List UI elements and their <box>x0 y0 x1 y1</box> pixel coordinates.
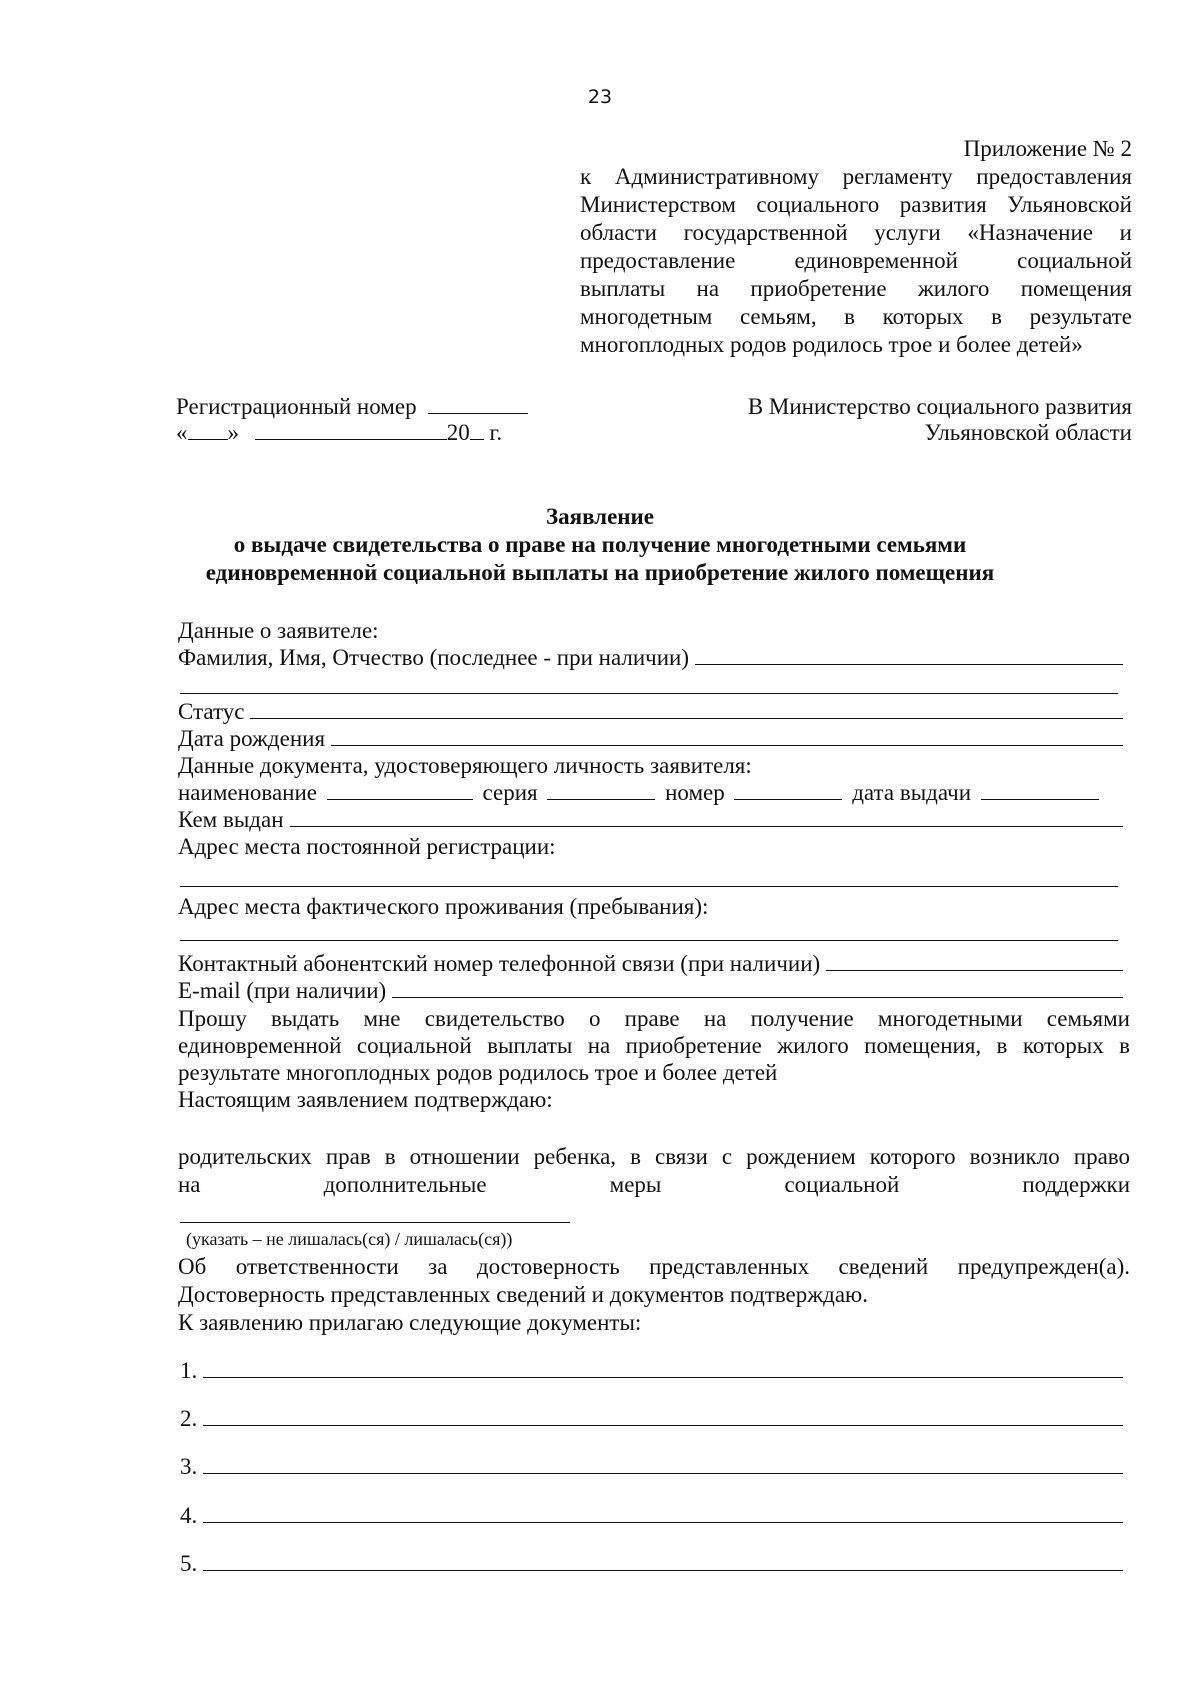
rights-line: на дополнительные меры социальной поддержки <box>178 1172 1130 1197</box>
addressee-line: Ульяновской области <box>924 420 1132 445</box>
doc-name-label: наименование <box>178 780 317 805</box>
appendix-line: предоставление единовременной социальной <box>580 248 1132 273</box>
date-year-field[interactable] <box>470 438 484 440</box>
doc-number-field[interactable] <box>734 798 842 800</box>
issued-by-row <box>178 806 1123 833</box>
doc-name-field[interactable] <box>327 798 473 800</box>
request-line: Прошу выдать мне свидетельство о праве на получение многодетными семьями <box>178 1006 1130 1031</box>
birth-field[interactable] <box>331 744 1123 746</box>
registration-number-label: Регистрационный номер <box>176 394 417 419</box>
document-item-field[interactable] <box>203 1569 1123 1571</box>
document-item-field[interactable] <box>203 1472 1123 1474</box>
rights-hint: (указать – не лишалась(ся) / лишалась(ся)) <box>186 1229 513 1249</box>
date-close-quote: » <box>227 420 239 445</box>
fio-row <box>178 644 1123 671</box>
phone-field[interactable] <box>826 969 1123 971</box>
date-year-suffix: г. <box>489 420 503 445</box>
birth-row <box>178 725 1123 752</box>
appendix-line: многодетным семьям, в которых в результате <box>580 304 1132 329</box>
document-item <box>180 1357 1123 1384</box>
rights-line: родительских прав в отношении ребенка, в связи с рождением которого возникло право <box>178 1144 1130 1169</box>
registration-number-field[interactable] <box>428 412 528 414</box>
page-number: 23 <box>587 86 613 108</box>
heading-line: о выдаче свидетельства о праве на получение многодетными семьями <box>233 532 967 557</box>
reg-address-field[interactable] <box>180 886 1118 887</box>
heading-title: Заявление <box>545 504 655 529</box>
status-label: Статус <box>178 699 245 724</box>
status-field[interactable] <box>250 717 1123 719</box>
phone-label: Контактный абонентский номер телефонной связи (при наличии) <box>178 951 821 976</box>
status-row <box>178 698 1123 725</box>
reliability-line: Достоверность представленных сведений и документов подтверждаю. <box>178 1282 868 1307</box>
doc-section-label: Данные документа, удостоверяющего личность заявителя: <box>178 753 752 778</box>
document-item-number: 3. <box>180 1454 198 1479</box>
document-item <box>180 1405 1123 1432</box>
document-item-field[interactable] <box>203 1424 1123 1426</box>
fio-field[interactable] <box>695 663 1123 665</box>
date-open-quote: « <box>176 420 188 445</box>
rights-status-field[interactable] <box>180 1222 570 1223</box>
doc-series-label: серия <box>482 780 538 805</box>
doc-date-field[interactable] <box>981 798 1099 800</box>
document-item <box>180 1502 1123 1529</box>
document-item-field[interactable] <box>203 1521 1123 1523</box>
appendix-line: к Административному регламенту предоставления <box>580 164 1132 189</box>
fio-label: Фамилия, Имя, Отчество (последнее - при наличии) <box>178 645 690 670</box>
registration-date-row <box>176 419 502 446</box>
attach-label: К заявлению прилагаю следующие документы: <box>178 1310 642 1335</box>
phone-row <box>178 950 1123 977</box>
date-year-prefix: 20 <box>446 420 470 445</box>
registration-number-row <box>176 393 528 420</box>
document-item-field[interactable] <box>203 1376 1123 1378</box>
issued-by-label: Кем выдан <box>178 807 284 832</box>
appendix-line: Министерством социального развития Ульяновской <box>580 192 1132 217</box>
document-item-number: 4. <box>180 1503 198 1528</box>
document-item-number: 1. <box>180 1358 198 1383</box>
document-item <box>180 1550 1123 1577</box>
appendix-line: области государственной услуги «Назначение и <box>580 220 1132 245</box>
request-line: результате многоплодных родов родилось трое и более детей <box>178 1060 778 1085</box>
email-label: E-mail (при наличии) <box>178 978 387 1003</box>
heading-line: единовременной социальной выплаты на приобретение жилого помещения <box>205 560 995 585</box>
birth-label: Дата рождения <box>178 726 326 751</box>
date-day-field[interactable] <box>188 438 228 440</box>
doc-date-label: дата выдачи <box>852 780 972 805</box>
appendix-title: Приложение № 2 <box>963 136 1132 161</box>
responsibility-line: Об ответственности за достоверность представленных сведений предупрежден(а). <box>178 1254 1130 1279</box>
confirm-label: Настоящим заявлением подтверждаю: <box>178 1087 553 1112</box>
reg-address-label: Адрес места постоянной регистрации: <box>178 834 556 859</box>
issued-by-field[interactable] <box>290 825 1123 827</box>
appendix-line: многоплодных родов родилось трое и более детей» <box>580 332 1083 357</box>
document-item <box>180 1453 1123 1480</box>
document-item-number: 2. <box>180 1406 198 1431</box>
fio-field-continuation[interactable] <box>180 693 1118 694</box>
addressee-line: В Министерство социального развития <box>747 394 1132 419</box>
applicant-section-label: Данные о заявителе: <box>178 618 379 643</box>
doc-number-label: номер <box>665 780 725 805</box>
actual-address-field[interactable] <box>180 940 1118 941</box>
doc-series-field[interactable] <box>547 798 655 800</box>
email-field[interactable] <box>392 996 1123 998</box>
document-item-number: 5. <box>180 1551 198 1576</box>
email-row <box>178 977 1123 1004</box>
date-month-field[interactable] <box>255 438 447 440</box>
request-line: единовременной социальной выплаты на приобретение жилого помещения, в которых в <box>178 1033 1130 1058</box>
doc-details-row <box>178 779 1099 806</box>
actual-address-label: Адрес места фактического проживания (пребывания): <box>178 894 709 919</box>
appendix-line: выплаты на приобретение жилого помещения <box>580 276 1132 301</box>
